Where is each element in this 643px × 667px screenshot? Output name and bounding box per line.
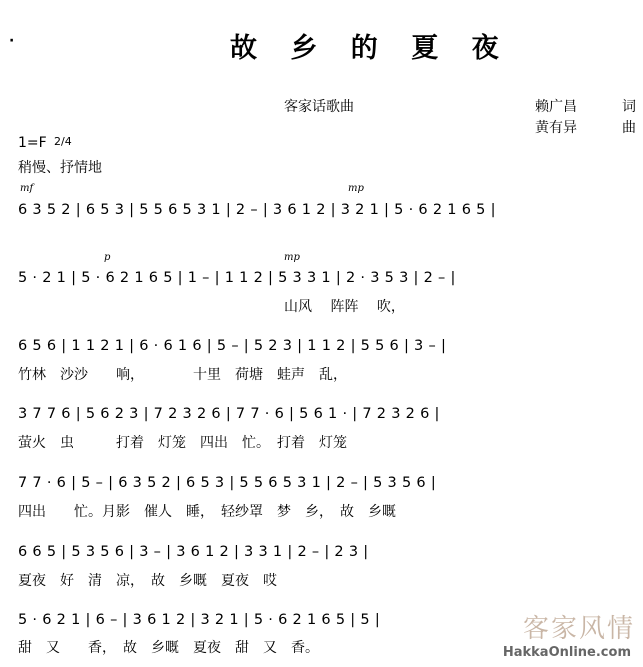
dynamic-mark: mf [20,183,34,194]
lyric-line: 甜 又 香， 故 乡嘅 夏夜 甜 又 香。 [18,640,319,656]
key-signature: 1=F [18,135,47,151]
tempo-marking: 稍慢、抒情地 [18,160,102,176]
time-signature: 2/4 [54,135,72,148]
lyric-line: 四出 忙。月影 催人 睡， 轻纱罩 梦 乡， 故 乡嘅 [18,504,396,520]
watermark-logo: 客家风情 [522,614,635,644]
lyricist-role: 词 [622,99,636,115]
composer-name: 黄有异 [535,120,577,136]
score-line: 5 · 2 1 | 5 · 6 2 1 6 5 | 1 – | 1 1 2 | 5 3 3 1 | 2 · 3 5 3 | 2 – | [18,270,456,286]
dynamic-mark: mp [284,252,300,263]
dynamic-mark: p [104,252,111,263]
site-watermark: HakkaOnline.com [502,645,631,660]
lyric-line: 萤火 虫 打着 灯笼 四出 忙。 打着 灯笼 [18,435,347,451]
score-line: 6 5 6 | 1 1 2 1 | 6 · 6 1 6 | 5 – | 5 2 3 | 1 1 2 | 5 5 6 | 3 – | [18,338,447,354]
lyric-line: 夏夜 好 清 凉， 故 乡嘅 夏夜 哎 [18,573,277,589]
score-line: 7 7 · 6 | 5 – | 6 3 5 2 | 6 5 3 | 5 5 6 5 3 1 | 2 – | 5 3 5 6 | [18,475,437,491]
genre-label: 客家话歌曲 [284,99,354,115]
score-line: 6 6 5 | 5 3 5 6 | 3 – | 3 6 1 2 | 3 3 1 | 2 – | 2 3 | [18,544,369,560]
bullet-mark: · [9,33,15,49]
score-line: 6 3 5 2 | 6 5 3 | 5 5 6 5 3 1 | 2 – | 3 6 1 2 | 3 2 1 | 5 · 6 2 1 6 5 | [18,202,496,218]
song-title: 故 乡 的 夏 夜 [230,33,511,64]
dynamic-mark: mp [348,183,364,194]
lyric-line: 竹林 沙沙 响， 十里 荷塘 蛙声 乱， [18,367,347,383]
composer-role: 曲 [622,120,636,136]
lyricist-name: 赖广昌 [535,99,577,115]
score-line: 5 · 6 2 1 | 6 – | 3 6 1 2 | 3 2 1 | 5 · 6 2 1 6 5 | 5 | [18,612,381,628]
score-line: 3 7 7 6 | 5 6 2 3 | 7 2 3 2 6 | 7 7 · 6 | 5 6 1 · | 7 2 3 2 6 | [18,406,440,422]
lyric-line: 山风 阵阵 吹， [284,299,405,315]
